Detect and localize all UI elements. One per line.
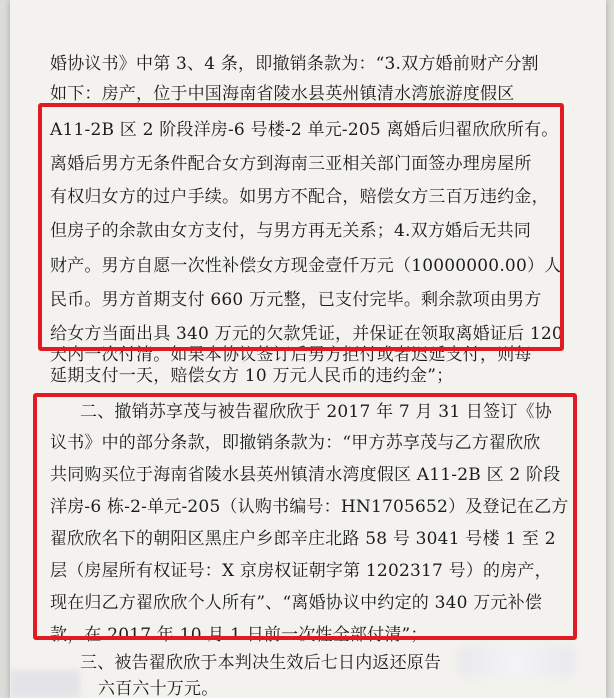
text-line: 现在归乙方翟欣欣个人所有”、“离婚协议中约定的 340 万元补偿 xyxy=(50,593,543,613)
text-line: 如下：房产，位于中国海南省陵水县英州镇清水湾旅游度假区 xyxy=(50,84,515,104)
text-line: 财产。男方自愿一次性补偿女方现金壹仟万元（10000000.00）人 xyxy=(50,256,562,276)
text-line: 有权归女方的过户手续。如男方不配合，赔偿女方三百万违约金， xyxy=(50,187,549,207)
text-line: 但房子的余款由女方支付，与男方再无关系；4.双方婚后无共同 xyxy=(50,221,532,241)
text-line: 洋房-6 栋-2-单元-205（认购书编号：HN1705652）及登记在乙方 xyxy=(50,497,569,517)
text-line: 天内一次付清。如果本协议签订后男方拒付或者迟延支付，则每 xyxy=(50,345,532,365)
text-line: 婚协议书》中第 3、4 条，即撤销条款为：“3.双方婚前财产分割 xyxy=(50,54,539,74)
text-line: 层（房屋所有权证号：X 京房权证朝字第 1202317 号）的房产， xyxy=(50,561,552,581)
redaction-blur xyxy=(10,670,80,698)
redaction-blur xyxy=(458,646,574,676)
text-line: 民币。男方首期支付 660 万元整，已支付完毕。剩余款项由男方 xyxy=(50,290,542,310)
text-line: 给女方当面出具 340 万元的欠款凭证，并保证在领取离婚证后 120 xyxy=(50,324,563,344)
text-line: 翟欣欣名下的朝阳区黑庄户乡郎辛庄北路 58 号 3041 号楼 1 至 2 xyxy=(50,529,556,549)
text-line: 延期支付一天，赔偿女方 10 万元人民币的违约金”； xyxy=(50,366,454,386)
text-line: 离婚后男方无条件配合女方到海南三亚相关部门面签办理房屋所 xyxy=(50,154,532,174)
text-line: 二、撤销苏享茂与被告翟欣欣于 2017 年 7 月 31 日签订《协 xyxy=(80,402,552,422)
highlight-frame-2 xyxy=(33,393,577,640)
text-line: 款，在 2017 年 10 月 1 日前一次性全部付清”； xyxy=(50,625,428,645)
text-line: A11-2B 区 2 阶段洋房-6 号楼-2 单元-205 离婚后归翟欣欣所有。 xyxy=(50,120,559,140)
highlight-frame-1 xyxy=(38,103,564,351)
text-line: 三、被告翟欣欣于本判决生效后七日内返还原告 xyxy=(80,653,442,673)
text-line: 共同购买位于海南省陵水县英州镇清水湾度假区 A11-2B 区 2 阶段 xyxy=(50,465,561,485)
text-line: 议书》中的部分条款，即撤销条款为：“甲方苏享茂与乙方翟欣欣 xyxy=(50,433,541,453)
text-line: 六百六十万元。 xyxy=(98,679,219,698)
